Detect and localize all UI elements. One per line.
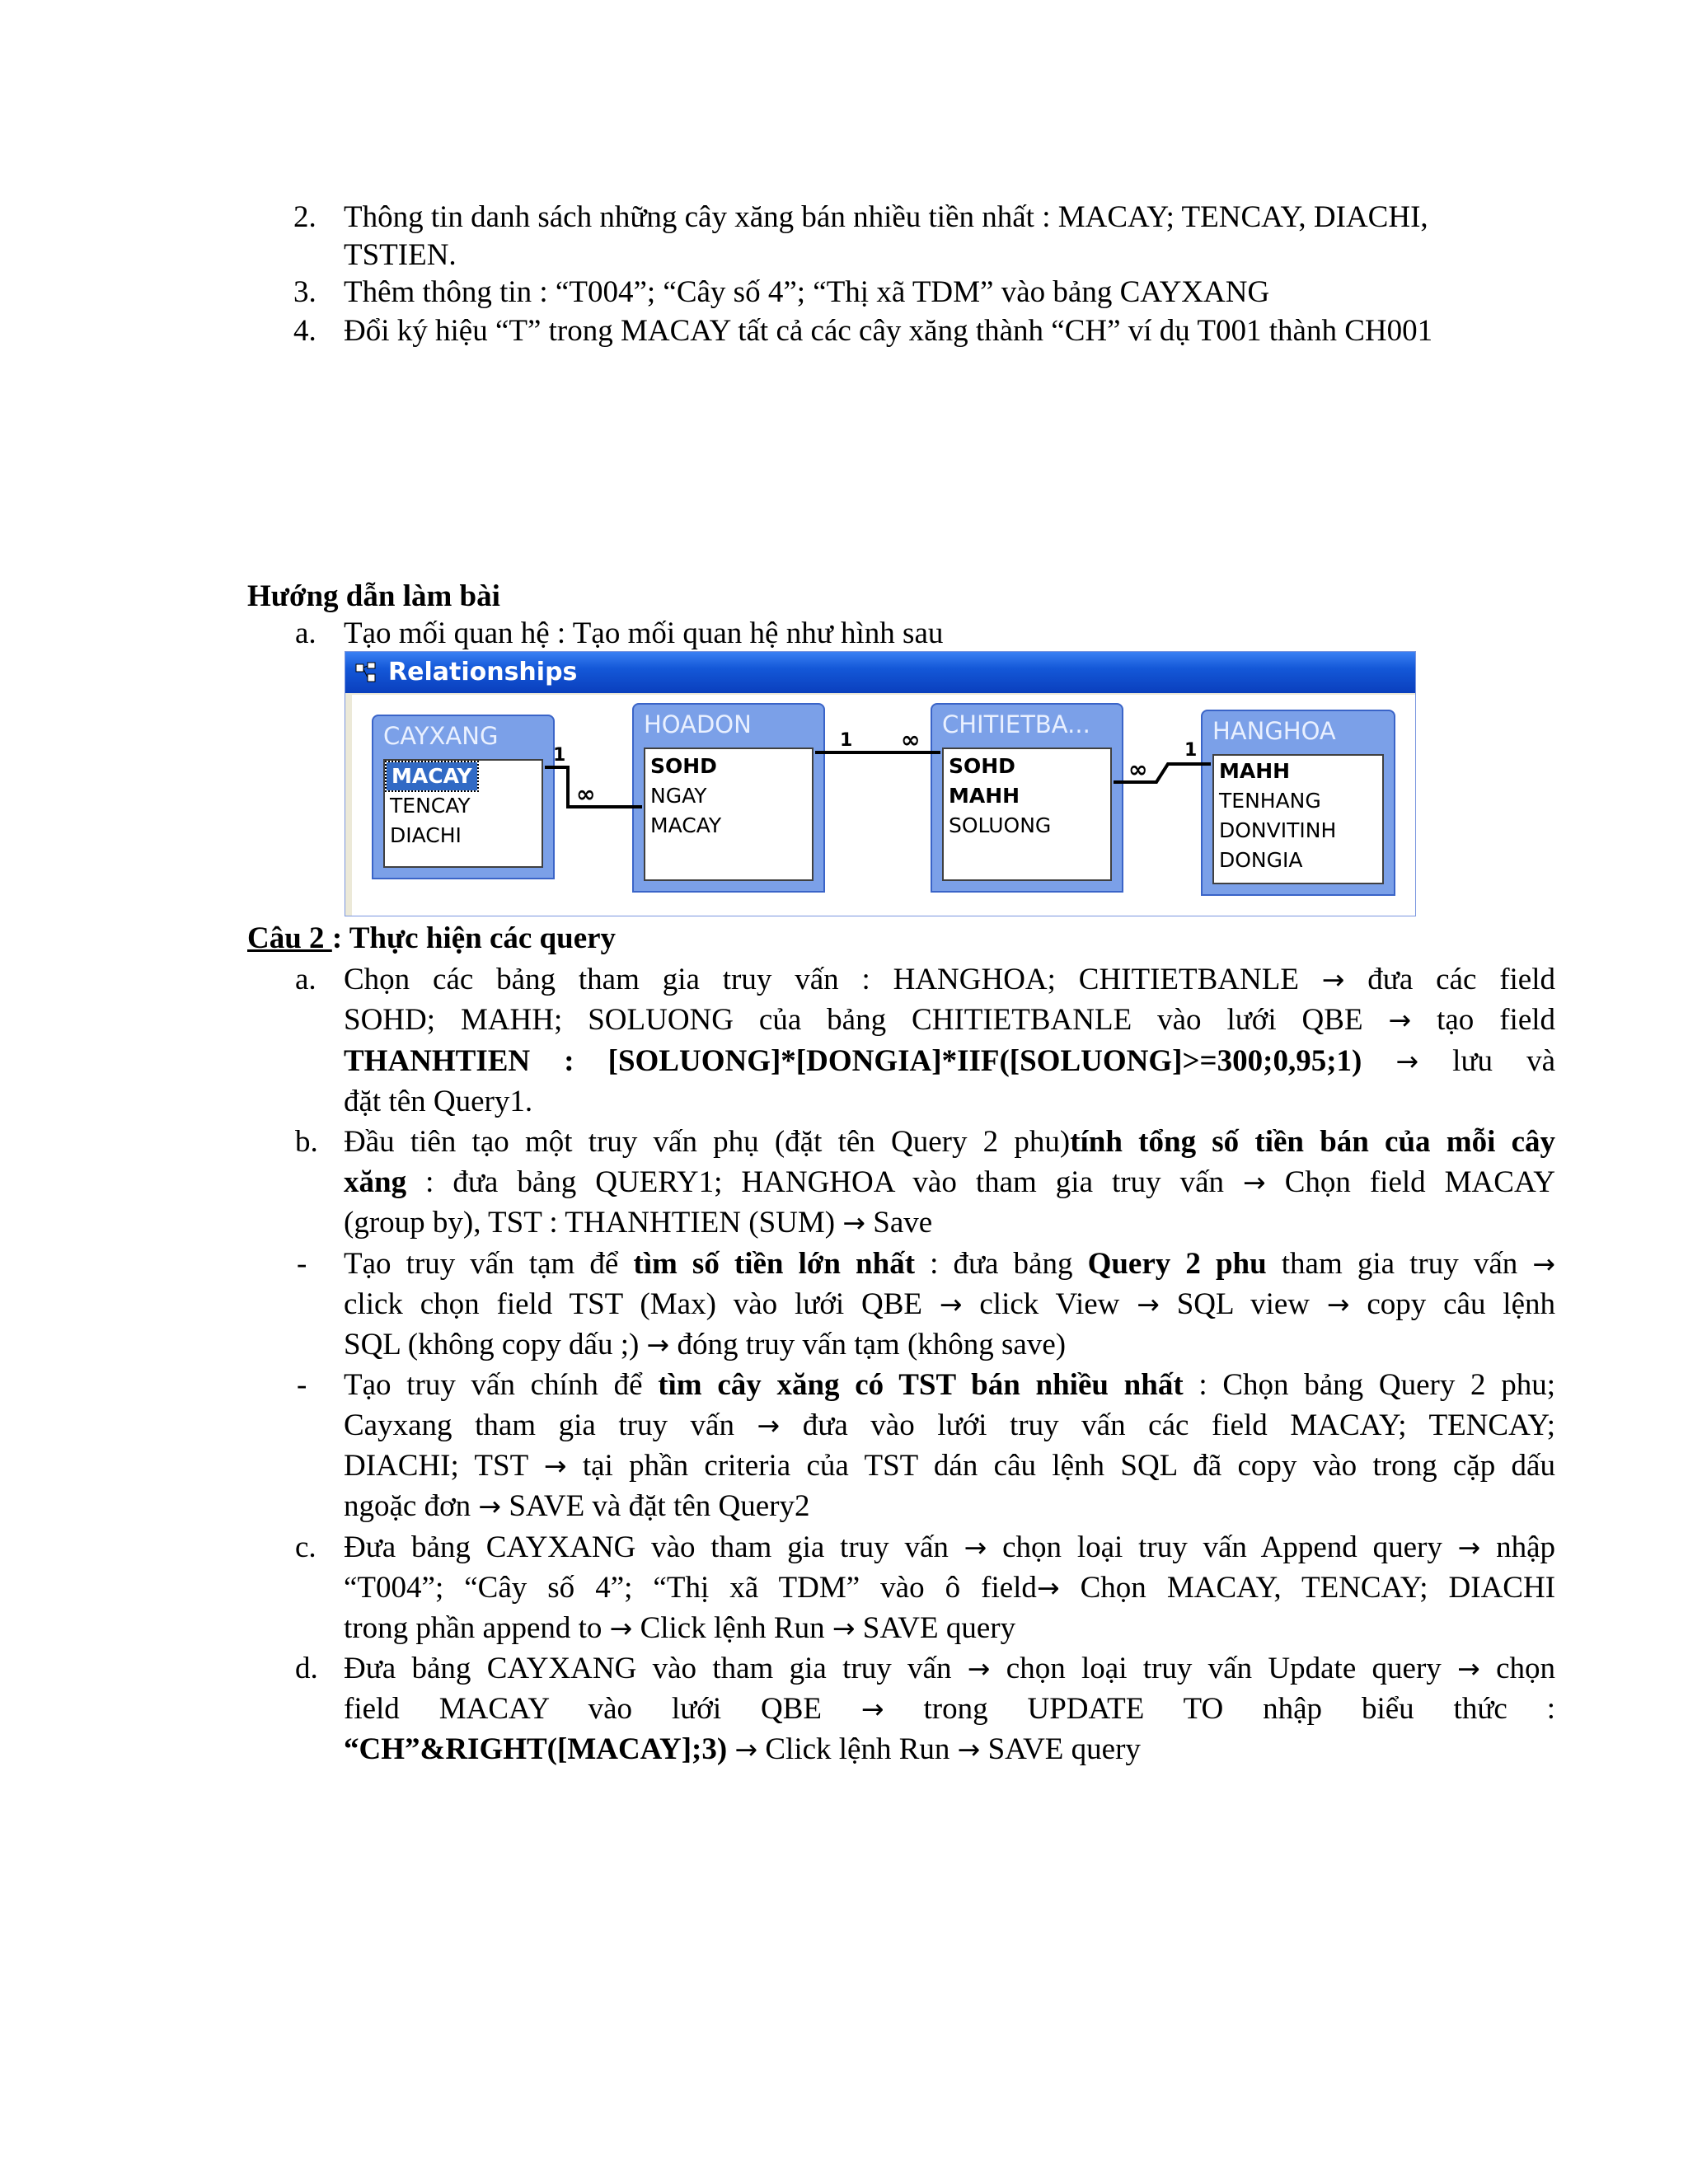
table-title: CHITIETBA...: [942, 710, 1090, 738]
cau2-label: Câu 2: [247, 921, 332, 955]
field-sohd[interactable]: SOHD: [650, 754, 717, 778]
step-label: -: [297, 1368, 307, 1402]
step-b-line1: Đầu tiên tạo một truy vấn phụ (đặt tên Query 2 phu)tính tổng số tiền bán của mỗi cây: [344, 1125, 1555, 1159]
arrow-icon: →: [757, 1409, 781, 1441]
cardinality-one: 1: [553, 745, 566, 766]
step-label: c.: [295, 1530, 316, 1564]
arrow-icon: →: [957, 1733, 981, 1765]
step-dash2-line3: DIACHI; TST → tại phần criteria của TST dán câu lệnh SQL đã copy vào trong cặp dấu: [344, 1449, 1555, 1483]
field-sohd[interactable]: SOHD: [949, 754, 1015, 778]
relationships-title: Relationships: [388, 658, 578, 687]
step-dash2-line2: Cayxang tham gia truy vấn → đưa vào lưới truy vấn các field MACAY; TENCAY;: [344, 1408, 1556, 1442]
cardinality-one: 1: [840, 730, 853, 751]
arrow-icon: →: [1457, 1531, 1481, 1563]
field-ngay[interactable]: NGAY: [650, 784, 707, 808]
relationships-canvas: [350, 695, 1415, 916]
field-donvitinh[interactable]: DONVITINH: [1219, 818, 1337, 842]
table-title: HOADON: [644, 710, 752, 738]
section-heading: Hướng dẫn làm bài: [247, 579, 500, 613]
list-number: 2.: [293, 200, 316, 234]
step-label: a.: [295, 963, 316, 996]
cardinality-one: 1: [1184, 740, 1198, 761]
list-item-text: Thêm thông tin : “T004”; “Cây số 4”; “Thị xã TDM” vào bảng CAYXANG: [344, 275, 1270, 309]
arrow-icon: →: [1388, 1004, 1412, 1036]
list-label: a.: [295, 616, 316, 650]
step-d-line3: “CH”&RIGHT([MACAY];3) → Click lệnh Run → SAVE query: [344, 1732, 1141, 1766]
cardinality-many: ∞: [1128, 756, 1148, 783]
list-number: 3.: [293, 275, 316, 309]
step-a-line2: SOHD; MAHH; SOLUONG của bảng CHITIETBANLE vào lưới QBE → tạo field: [344, 1003, 1556, 1037]
arrow-icon: →: [1395, 1045, 1419, 1077]
arrow-icon: →: [860, 1693, 884, 1725]
arrow-icon: →: [1243, 1166, 1266, 1198]
arrow-icon: →: [734, 1733, 758, 1765]
step-c-line3: trong phần append to → Click lệnh Run → SAVE query: [344, 1611, 1016, 1645]
step-label: d.: [295, 1652, 318, 1685]
arrow-icon: →: [939, 1288, 963, 1320]
field-tencay[interactable]: TENCAY: [390, 794, 471, 818]
arrow-icon: →: [478, 1490, 502, 1522]
cau2-heading: [247, 919, 616, 958]
step-dash1-line1: Tạo truy vấn tạm để tìm số tiền lớn nhất : đưa bảng Query 2 phu tham gia truy vấn →: [344, 1247, 1556, 1281]
step-label: -: [297, 1247, 307, 1281]
cardinality-many: ∞: [901, 726, 921, 753]
step-a-line4: đặt tên Query1.: [344, 1085, 533, 1118]
field-soluong[interactable]: SOLUONG: [949, 813, 1052, 837]
relationships-titlebar: [345, 652, 1415, 693]
step-c-line1: Đưa bảng CAYXANG vào tham gia truy vấn → chọn loại truy vấn Append query → nhập: [344, 1530, 1556, 1564]
field-dongia[interactable]: DONGIA: [1219, 848, 1303, 872]
arrow-icon: →: [967, 1652, 991, 1685]
step-dash2-line4: ngoặc đơn → SAVE và đặt tên Query2: [344, 1489, 810, 1523]
relationships-icon: [355, 662, 377, 683]
list-item-text: Tạo mối quan hệ : Tạo mối quan hệ như hình sau: [344, 616, 944, 650]
field-mahh[interactable]: MAHH: [949, 784, 1020, 808]
list-number: 4.: [293, 314, 316, 348]
arrow-icon: →: [1137, 1288, 1160, 1320]
field-macay[interactable]: MACAY: [650, 813, 722, 837]
field-diachi[interactable]: DIACHI: [390, 823, 462, 847]
table-title: CAYXANG: [383, 722, 499, 750]
cardinality-many: ∞: [576, 780, 596, 808]
relationship-lines: [352, 695, 1418, 917]
arrow-icon: →: [1457, 1652, 1480, 1685]
step-dash2-line1: Tạo truy vấn chính để tìm cây xăng có TST bán nhiều nhất : Chọn bảng Query 2 phu;: [344, 1368, 1556, 1402]
step-a-line1: Chọn các bảng tham gia truy vấn : HANGHOA; CHITIETBANLE → đưa các field: [344, 963, 1556, 996]
arrow-icon: →: [1321, 963, 1345, 996]
step-b-line3: (group by), TST : THANHTIEN (SUM) → Save: [344, 1206, 933, 1240]
arrow-icon: →: [609, 1612, 633, 1644]
field-macay[interactable]: MACAY: [387, 762, 477, 790]
step-dash1-line3: SQL (không copy dấu ;) → đóng truy vấn tạm (không save): [344, 1328, 1067, 1361]
step-d-line1: Đưa bảng CAYXANG vào tham gia truy vấn → chọn loại truy vấn Update query → chọn: [344, 1652, 1556, 1685]
arrow-icon: →: [842, 1207, 865, 1239]
step-d-line2: field MACAY vào lưới QBE → trong UPDATE TO nhập biểu thức :: [344, 1692, 1555, 1726]
arrow-icon: →: [1326, 1288, 1350, 1320]
field-mahh[interactable]: MAHH: [1219, 759, 1291, 783]
step-label: b.: [295, 1125, 318, 1159]
cau2-title: : Thực hiện các query: [331, 921, 617, 955]
arrow-icon: →: [832, 1612, 856, 1644]
relationships-window: [345, 651, 1416, 916]
arrow-icon: →: [964, 1531, 987, 1563]
table-title: HANGHOA: [1212, 717, 1336, 745]
arrow-icon: →: [646, 1329, 670, 1361]
arrow-icon: →: [543, 1450, 567, 1482]
list-item-text: TSTIEN.: [344, 238, 457, 272]
step-a-line3: THANHTIEN : [SOLUONG]*[DONGIA]*IIF([SOLUONG]>=300;0,95;1) → lưu và: [344, 1044, 1556, 1078]
step-c-line2: “T004”; “Cây số 4”; “Thị xã TDM” vào ô field→ Chọn MACAY, TENCAY; DIACHI: [344, 1571, 1556, 1605]
arrow-icon: →: [1532, 1248, 1556, 1280]
field-tenhang[interactable]: TENHANG: [1219, 789, 1321, 813]
arrow-icon: →: [1036, 1572, 1060, 1604]
step-b-line2: xăng : đưa bảng QUERY1; HANGHOA vào tham gia truy vấn → Chọn field MACAY: [344, 1165, 1556, 1199]
list-item-text: Đổi ký hiệu “T” trong MACAY tất cả các cây xăng thành “CH” ví dụ T001 thành CH001: [344, 314, 1433, 348]
step-dash1-line2: click chọn field TST (Max) vào lưới QBE → click View → SQL view → copy câu lệnh: [344, 1287, 1556, 1321]
list-item-text: Thông tin danh sách những cây xăng bán nhiều tiền nhất : MACAY; TENCAY, DIACHI,: [344, 200, 1428, 234]
